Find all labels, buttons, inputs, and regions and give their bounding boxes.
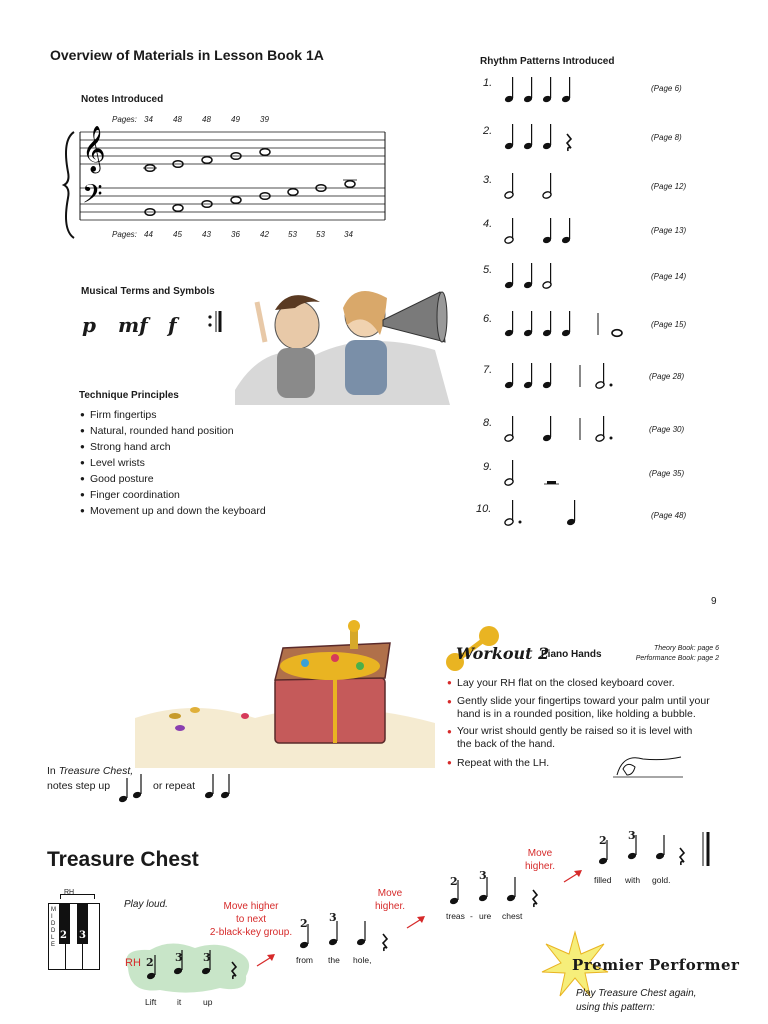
bass-page: 34 [344,230,353,239]
list-item: ● Good posture [80,471,266,487]
rhythm-number: 9. [483,461,493,473]
overview-title: Overview of Materials in Lesson Book 1A [50,47,324,63]
or-repeat-text: or repeat [153,780,196,792]
list-item: ● Your wrist should gently be raised so it is level with the back of the hand. [447,725,697,751]
song-notes-group-2 [293,912,393,957]
repeat-sign-icon [206,310,226,334]
note-steps-line2: notes step up [47,780,111,792]
workout-list [447,675,732,771]
lyric: up [203,997,213,1007]
page-number: 9 [711,596,717,607]
lyric: from [296,955,313,965]
rhythm-heading: Rhythm Patterns Introduced [480,56,615,67]
treble-page: 39 [260,115,269,124]
bass-page: 36 [231,230,240,239]
lyric: chest [502,911,523,921]
rhythm-number: 7. [483,364,493,376]
list-item: ● Gently slide your fingertips toward your palm until your hand is in a rounded position, like holding a bubble. [447,695,732,721]
svg-text:𝄢: 𝄢 [82,178,103,216]
finger-number: 2 [450,875,458,888]
rhythm-page-ref: (Page 48) [651,511,687,520]
rhythm-page-ref: (Page 28) [649,372,685,381]
finger-number: 3 [175,951,183,964]
dynamic-forte: f [168,313,177,337]
rhythm-number: 8. [483,417,493,429]
treble-page: 49 [231,115,240,124]
bass-page: 45 [173,230,182,239]
finger-number: 3 [329,911,337,924]
finger-number: 3 [479,869,487,882]
dynamic-mezzo-forte: mf [118,313,148,337]
note-steps-song-title: Treasure Chest, [58,765,134,777]
list-item: ● Natural, rounded hand position [80,423,266,439]
rhythm-page-ref: (Page 30) [649,425,685,434]
tempo-marking: Play loud. [124,899,168,910]
finger-number: 3 [628,829,636,842]
bass-page: 53 [316,230,325,239]
list-item: ● Lay your RH flat on the closed keyboard cover. [447,675,732,691]
move-higher-instruction-3: Move higher. [524,848,556,872]
finger-number: 2 [300,917,308,930]
hand-drawing-icon [613,747,683,781]
performance-book-ref: Performance Book: page 2 [635,655,719,662]
lyric: it [177,997,182,1007]
lyric: the [328,955,340,965]
rhythm-page-ref: (Page 6) [651,84,682,93]
rhythm-patterns-notation [495,70,645,540]
treble-page: 48 [173,115,182,124]
move-higher-instruction-2: Move higher. [374,888,406,912]
workout-title: Piano Hands [541,649,602,660]
rhythm-number: 10. [476,503,492,515]
list-item: ● Strong hand arch [80,439,266,455]
treasure-chest-illustration [135,618,435,768]
red-arrow-icon [562,866,586,886]
rhythm-number: 6. [483,313,493,325]
list-item: ● Movement up and down the keyboard [80,503,266,519]
list-item: ● Finger coordination [80,487,266,503]
svg-text:𝄞: 𝄞 [82,126,106,172]
red-arrow-icon [405,912,429,932]
lyric: treas [446,911,465,921]
premier-line1: Play Treasure Chest again, [576,988,697,999]
megaphone-kids-illustration [235,280,450,405]
list-item: ● Firm fingertips [80,407,266,423]
lyric: - [470,911,473,921]
treble-pages-label: Pages: [112,115,137,124]
premier-line2: using this pattern: [576,1002,655,1013]
bass-page: 43 [202,230,211,239]
song-notes-group-4 [592,826,722,871]
red-arrow-icon [255,950,279,970]
technique-list [80,407,266,519]
rh-keyboard-label: RH [64,889,75,896]
song-notes-group-3 [443,868,543,913]
theory-book-ref: Theory Book: page 6 [654,645,719,652]
keyboard-diagram: 2 3 M I D D L E [48,903,100,970]
rhythm-page-ref: (Page 14) [651,272,687,281]
rhythm-number: 3. [483,174,493,186]
grand-staff [60,110,400,245]
rhythm-page-ref: (Page 13) [651,226,687,235]
lyric: gold. [652,875,671,885]
song-title: Treasure Chest [47,848,199,871]
lyric: filled [594,875,612,885]
rhythm-page-ref: (Page 8) [651,133,682,142]
technique-heading: Technique Principles [79,390,179,401]
note-steps-prefix: In [47,765,56,777]
lyric: Lift [145,997,157,1007]
finger-number: 2 [599,834,607,847]
treble-page: 34 [144,115,153,124]
rhythm-page-ref: (Page 12) [651,182,687,191]
rhythm-page-ref: (Page 15) [651,320,687,329]
list-item: ● Level wrists [80,455,266,471]
musical-terms-heading: Musical Terms and Symbols [81,286,215,297]
rhythm-number: 1. [483,77,493,89]
lyric: with [625,875,641,885]
bass-page: 42 [260,230,269,239]
rhythm-number: 5. [483,264,493,276]
lyric: ure [479,911,492,921]
rhythm-number: 4. [483,218,493,230]
song-notes-group-1 [140,940,250,990]
treble-page: 48 [202,115,211,124]
lyric: hole, [353,955,372,965]
bass-pages-label: Pages: [112,230,137,239]
bass-page: 44 [144,230,153,239]
notes-introduced-heading: Notes Introduced [81,94,164,105]
move-higher-instruction-1: Move higher to next 2-black-key group. [209,901,293,938]
rhythm-page-ref: (Page 35) [649,469,685,478]
step-repeat-notes [113,770,253,805]
bass-page: 53 [288,230,297,239]
finger-number: 2 [146,956,154,969]
rh-label: RH [125,957,141,969]
workout-label: Workout 2 [456,644,550,663]
premier-performer-title: Premier Performer [572,956,740,974]
rhythm-number: 2. [483,125,493,137]
finger-number: 3 [203,951,211,964]
list-item: ● Repeat with the LH. [447,755,732,771]
dynamic-piano: p [82,313,96,337]
